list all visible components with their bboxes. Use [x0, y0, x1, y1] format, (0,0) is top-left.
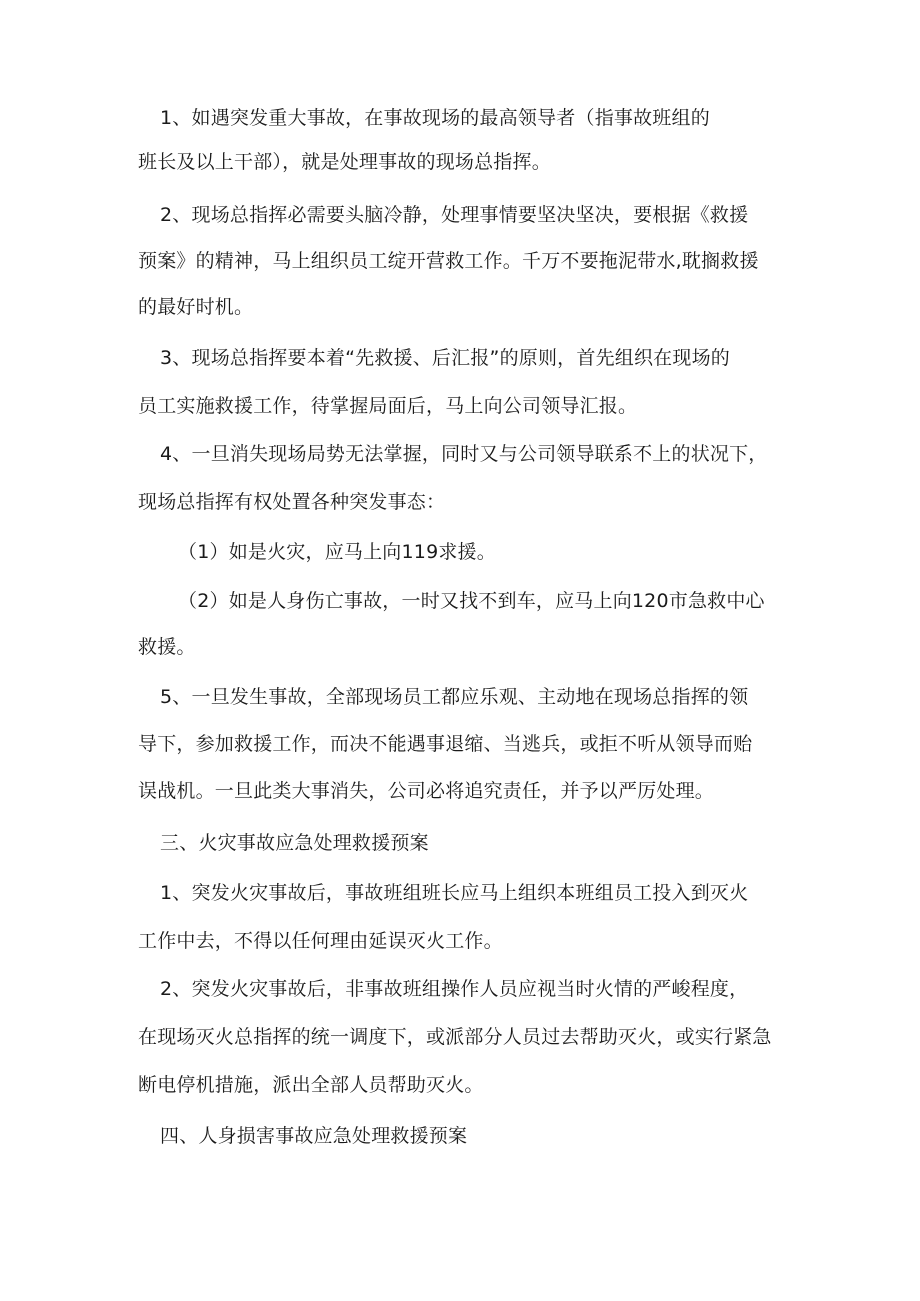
paragraph-line: 误战机。一旦此类大事消失，公司必将追究责任，并予以严厉处理。	[138, 780, 715, 802]
paragraph-line: 在现场灭火总指挥的统一调度下，或派部分人员过去帮助灭火，或实行紧急	[138, 1026, 772, 1048]
paragraph-line: 2、现场总指挥必需要头脑冷静，处理事情要坚决坚决，要根据《救援	[160, 204, 749, 226]
paragraph-line: 断电停机措施，派出全部人员帮助灭火。	[138, 1074, 484, 1096]
paragraph-line: 导下，参加救援工作，而决不能遇事退缩、当逃兵，或拒不听从领导而贻	[138, 733, 753, 755]
paragraph-line: 员工实施救援工作，待掌握局面后，马上向公司领导汇报。	[138, 395, 638, 417]
paragraph-line: 1、如遇突发重大事故，在事故现场的最高领导者（指事故班组的	[160, 107, 710, 129]
paragraph-line: 预案》的精神，马上组织员工绽开营救工作。千万不要拖泥带水,耽搁救援	[138, 250, 759, 272]
paragraph-line: 2、突发火灾事故后，非事故班组操作人员应视当时火情的严峻程度，	[160, 978, 749, 1000]
paragraph-line: 现场总指挥有权处置各种突发事态：	[138, 491, 446, 513]
paragraph-line: 1、突发火灾事故后，事故班组班长应马上组织本班组员工投入到灭火	[160, 882, 749, 904]
paragraph-line: 4、一旦消失现场局势无法掌握，同时又与公司领导联系不上的状况下，	[160, 443, 768, 465]
paragraph-line: 5、一旦发生事故，全部现场员工都应乐观、主动地在现场总指挥的领	[160, 686, 749, 708]
paragraph-line: 救援。	[138, 636, 196, 658]
section-heading: 四、人身损害事故应急处理救援预案	[160, 1125, 468, 1147]
paragraph-line: 班长及以上干部），就是处理事故的现场总指挥。	[138, 151, 551, 173]
paragraph-line: 的最好时机。	[138, 296, 254, 318]
section-heading: 三、火灾事故应急处理救援预案	[160, 832, 429, 854]
list-item-line: （2）如是人身伤亡事故，一时又找不到车，应马上向120市急救中心	[178, 590, 765, 612]
paragraph-line: 3、现场总指挥要本着“先救援、后汇报”的原则，首先组织在现场的	[160, 347, 730, 369]
paragraph-line: 工作中去，不得以任何理由延误灭火工作。	[138, 930, 503, 952]
list-item-line: （1）如是火灾，应马上向119求援。	[178, 541, 496, 563]
